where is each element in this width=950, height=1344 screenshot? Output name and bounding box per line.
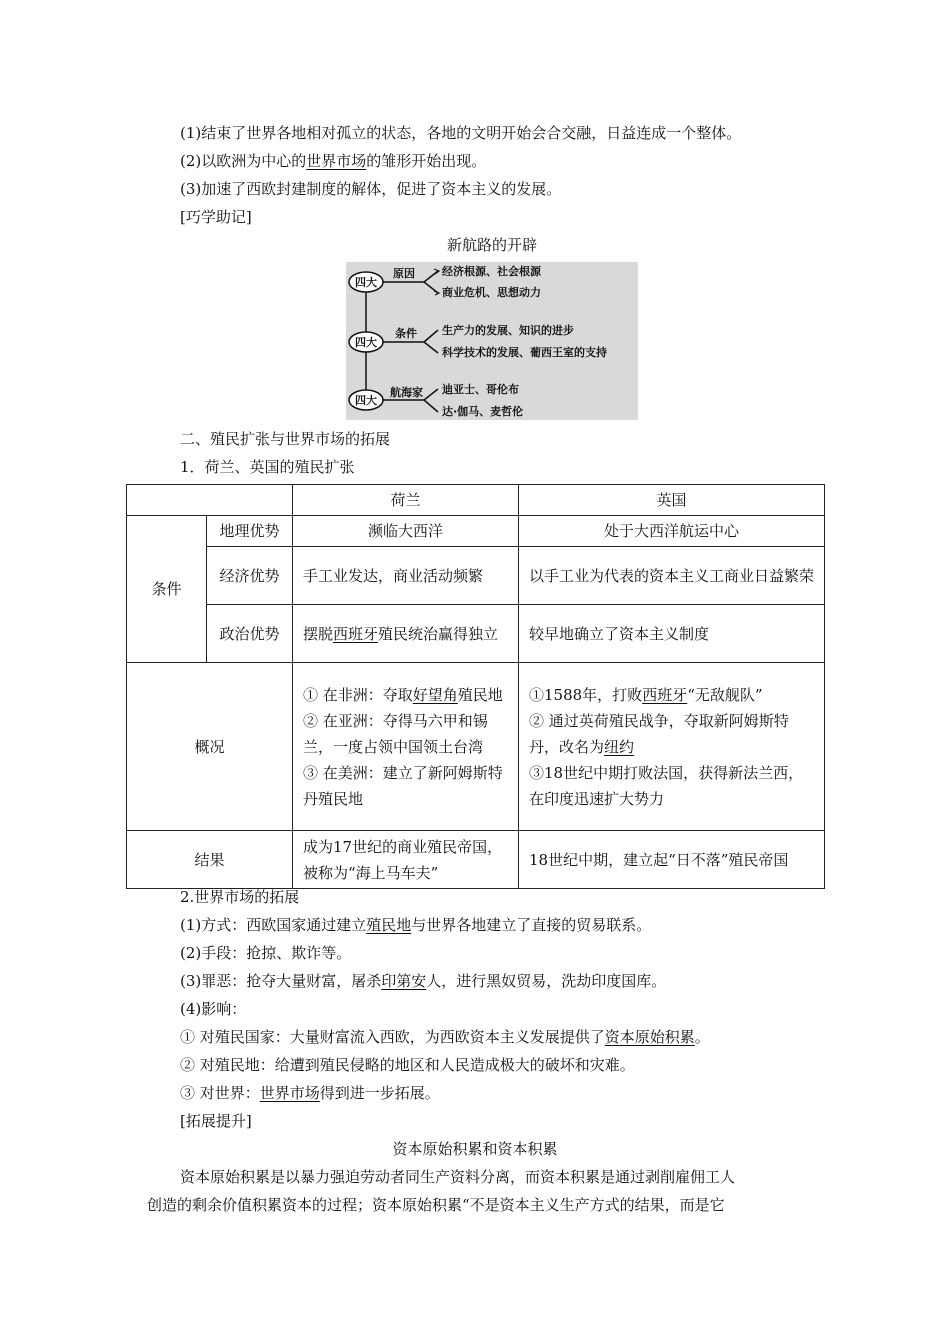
sub-heading: 2.世界市场的拓展 — [180, 888, 300, 906]
table-row — [127, 605, 825, 663]
group-label: 条件 — [395, 327, 417, 340]
group-label: 原因 — [393, 267, 415, 280]
section-tag: [巧学助记] — [180, 208, 252, 226]
table-cell: 处于大西洋航运中心 — [519, 516, 825, 547]
group-item: 迪亚士、哥伦布 — [442, 383, 519, 396]
paragraph-line: 创造的剩余价值积累资本的过程；资本原始积累“不是资本主义生产方式的结果，而是它 — [147, 1196, 725, 1214]
text-line: (3)加速了西欧封建制度的解体，促进了资本主义的发展。 — [180, 180, 562, 198]
diagram-svg — [346, 262, 638, 420]
underlined-term: 西班牙 — [333, 624, 379, 643]
group-item: 商业危机、思想动力 — [442, 286, 541, 299]
table-cell: 手工业发达，商业活动频繁 — [293, 547, 519, 605]
group-item: 达·伽马、麦哲伦 — [442, 405, 524, 418]
text-line: (4)影响： — [180, 1000, 247, 1018]
group-item: 经济根源、社会根源 — [442, 265, 541, 278]
table-cell: 摆脱西班牙殖民统治赢得独立 — [293, 605, 519, 663]
text-line: (1)方式：西欧国家通过建立殖民地与世界各地建立了直接的贸易联系。 — [180, 916, 652, 934]
row-label-result: 结果 — [127, 831, 293, 889]
table-cell: 濒临大西洋 — [293, 516, 519, 547]
underlined-term: 资本原始积累 — [604, 1028, 695, 1046]
paragraph-line: 资本原始积累是以暴力强迫劳动者同生产资料分离，而资本积累是通过剥削雇佣工人 — [180, 1168, 736, 1186]
underlined-term: 殖民地 — [366, 916, 412, 934]
underlined-term: 纽约 — [604, 737, 635, 756]
underlined-term: 世界市场 — [259, 1084, 320, 1102]
diagram-title: 新航路的开辟 — [446, 236, 537, 254]
table-cell: ①1588年，打败西班牙“无敌舰队” ② 通过英荷殖民战争，夺取新阿姆斯特丹，改名为纽约 ③18世纪中期打败法国，获得新法兰西，在印度迅速扩大势力 — [519, 663, 825, 831]
table-header-britain: 英国 — [519, 485, 825, 516]
table-cell: 18世纪中期，建立起“日不落”殖民帝国 — [519, 831, 825, 889]
row-label-conditions: 条件 — [127, 516, 207, 663]
section-heading: 二、殖民扩张与世界市场的拓展 — [180, 430, 391, 448]
underlined-term: 西班牙 — [642, 685, 688, 704]
table-cell — [127, 485, 293, 516]
table-cell: 经济优势 — [207, 547, 293, 605]
group-item: 科学技术的发展、葡西王室的支持 — [442, 346, 607, 359]
table-cell: 成为17世纪的商业殖民帝国，被称为“海上马车夫” — [293, 831, 519, 889]
circle-label: 四大 — [355, 276, 377, 289]
text-line: ③ 对世界：世界市场得到进一步拓展。 — [180, 1084, 440, 1102]
text-line: ② 对殖民地：给遭到殖民侵略的地区和人民造成极大的破坏和灾难。 — [180, 1056, 635, 1074]
group-item: 生产力的发展、知识的进步 — [442, 324, 574, 337]
table-row — [127, 663, 825, 831]
table-cell: 地理优势 — [207, 516, 293, 547]
text-line: (3)罪恶：抢夺大量财富，屠杀印第安人，进行黑奴贸易，洗劫印度国库。 — [180, 972, 667, 990]
group-label: 航海家 — [390, 386, 423, 399]
row-label-overview: 概况 — [127, 663, 293, 831]
table-header-netherlands: 荷兰 — [293, 485, 519, 516]
box-title: 资本原始积累和资本积累 — [392, 1140, 558, 1158]
sub-heading: 1．荷兰、英国的殖民扩张 — [180, 458, 355, 476]
text-line: (2)以欧洲为中心的世界市场的雏形开始出现。 — [180, 152, 487, 170]
text-line: ① 对殖民国家：大量财富流入西欧，为西欧资本主义发展提供了资本原始积累。 — [180, 1028, 710, 1046]
table-cell: 较早地确立了资本主义制度 — [519, 605, 825, 663]
table-cell: 以手工业为代表的资本主义工商业日益繁荣 — [519, 547, 825, 605]
text-line: (2)手段：抢掠、欺诈等。 — [180, 944, 352, 962]
circle-label: 四大 — [355, 394, 377, 407]
table-row — [127, 516, 825, 547]
underlined-term: 世界市场 — [306, 152, 367, 170]
circle-label: 四大 — [355, 336, 377, 349]
table-cell: 政治优势 — [207, 605, 293, 663]
section-tag: [拓展提升] — [180, 1112, 252, 1130]
text-line: (1)结束了世界各地相对孤立的状态，各地的文明开始会合交融，日益连成一个整体。 — [180, 124, 742, 142]
table-cell: ① 在非洲：夺取好望角殖民地 ② 在亚洲：夺得马六甲和锡兰，一度占领中国领土台湾 ③ 在美洲：建立了新阿姆斯特丹殖民地 — [293, 663, 519, 831]
table-row — [127, 485, 825, 516]
mnemonic-diagram — [346, 262, 638, 420]
underlined-term: 好望角 — [412, 685, 458, 704]
underlined-term: 印第安 — [381, 972, 427, 990]
table-row — [127, 831, 825, 889]
table-row — [127, 547, 825, 605]
colonial-expansion-table — [126, 484, 825, 889]
